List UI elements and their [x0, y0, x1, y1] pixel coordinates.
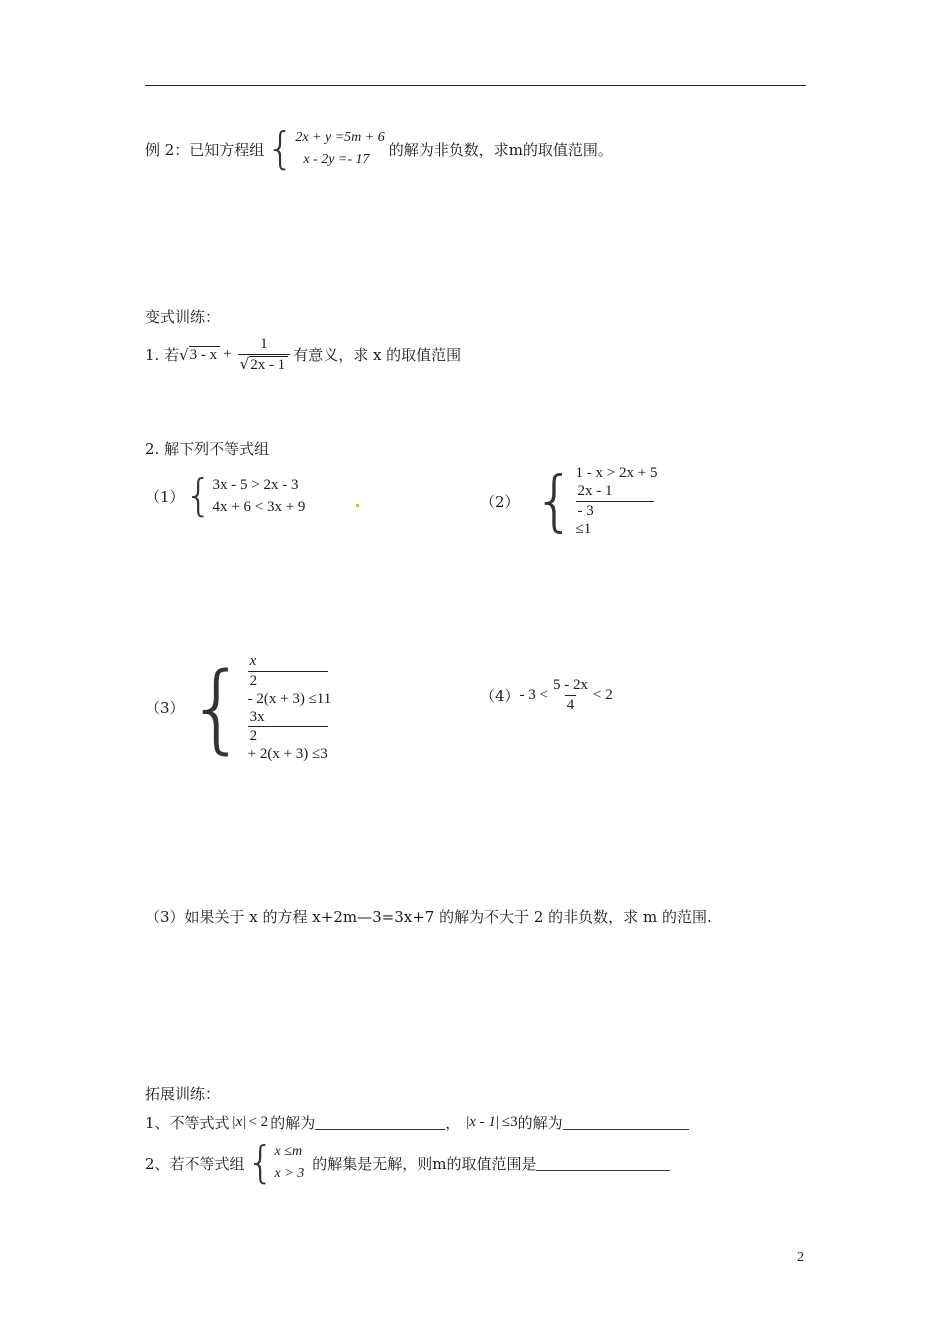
example-2-suffix: 的解为非负数，求m的取值范围。 [388, 140, 613, 159]
problem-1-label: （1） [145, 487, 185, 506]
abs-value-2: x - 1 [469, 1114, 496, 1130]
inequality-1: 3x - 5 > 2x - 3 [212, 477, 299, 493]
q2-heading: 2. 解下列不等式组 [145, 440, 270, 458]
relation-1: < 2 [248, 1114, 269, 1130]
answer-blank-2[interactable] [563, 1115, 689, 1130]
fraction [551, 676, 590, 715]
variant-q3: （3）如果关于 x 的方程 x+2m—3=3x+7 的解为不大于 2 的非负数，求 m 的范围. [145, 908, 712, 926]
example-2-prefix: 例 2：已知方程组 [145, 140, 265, 159]
fraction-numerator: 2x - 1 [577, 483, 613, 499]
header-rule [145, 85, 806, 86]
inequality-system [213, 474, 306, 518]
answer-blank-3[interactable] [536, 1156, 670, 1171]
variant-q1 [145, 335, 461, 375]
ext-q1-mid: 的解为 [270, 1114, 316, 1132]
ext-q1-comma: ， [445, 1114, 461, 1132]
fraction [248, 708, 329, 747]
extension-q2 [145, 1137, 670, 1188]
inequality-2: 4x + 6 < 3x + 9 [212, 499, 306, 515]
system-brace-icon: { [186, 651, 248, 764]
q1-suffix: 有意义，求 x 的取值范围 [293, 346, 462, 365]
q1-prefix: 1. 若 [145, 346, 180, 365]
abs-value-1: x [235, 1114, 243, 1130]
relation: ≤1 [575, 520, 592, 537]
problem-4-label: （4） [480, 686, 520, 705]
inequality-1: x ≤m [274, 1144, 303, 1159]
system-brace-icon: { [246, 1137, 275, 1188]
example-2 [145, 123, 613, 174]
problem-3 [145, 652, 331, 763]
fraction-numerator: 1 [260, 336, 268, 352]
stray-dot [356, 504, 359, 507]
inequality-1: 1 - x > 2x + 5 [575, 465, 658, 481]
ext-q1-prefix: 1、不等式式 [145, 1114, 230, 1132]
extension-q1: 1、不等式式 |x| < 2 的解为 ， |x - 1| ≤3 的解为 [145, 1112, 689, 1133]
plus-sign: + [223, 346, 232, 363]
fraction-denominator: 2 [248, 726, 329, 746]
fraction-denominator: - 3 [576, 501, 655, 521]
system-brace-icon: { [184, 470, 213, 521]
inequality-system [576, 465, 658, 538]
ext-q2-suffix: 的解集是无解，则m的取值范围是 [312, 1154, 537, 1173]
inequality-system [275, 1141, 305, 1185]
variant-heading: 变式训练： [145, 308, 221, 326]
inequality-2: x > 3 [274, 1166, 305, 1181]
relation-2: ≤3 [501, 1114, 518, 1130]
system-brace-icon: { [533, 462, 576, 540]
inequality-system [248, 652, 332, 763]
right-bound: < 2 [593, 686, 613, 703]
fraction-numerator: x [249, 653, 257, 669]
fraction [238, 335, 291, 375]
ext-q1-suffix: 的解为 [517, 1114, 563, 1132]
radicand-2: 2x - 1 [249, 356, 288, 374]
radicand-1: 3 - x [189, 346, 221, 364]
problem-2-label: （2） [480, 492, 520, 511]
inequality-rest: - 2(x + 3) ≤11 [247, 690, 332, 707]
problem-2 [480, 462, 658, 540]
fraction [248, 652, 329, 691]
fraction [576, 482, 655, 521]
fraction-denominator: 4 [566, 696, 575, 713]
problem-3-label: （3） [145, 699, 185, 717]
fraction-denominator: 2 [248, 671, 329, 691]
equation-system [295, 127, 384, 171]
equation-2: x - 2y =- 17 [303, 152, 370, 167]
system-brace-icon: { [266, 123, 295, 174]
fraction-numerator: 3x [249, 708, 265, 725]
equation-1: 2x + y =5m + 6 [295, 130, 385, 145]
answer-blank-1[interactable] [315, 1115, 445, 1130]
ext-q2-prefix: 2、若不等式组 [145, 1154, 245, 1173]
fraction-numerator: 5 - 2x [553, 677, 589, 693]
page-number: 2 [797, 1250, 804, 1265]
left-bound: - 3 < [519, 686, 549, 703]
problem-1 [145, 470, 306, 521]
radical-icon: √ [239, 354, 250, 373]
inequality-rest: + 2(x + 3) ≤3 [247, 746, 328, 762]
problem-4 [480, 676, 613, 715]
radical-icon: √ [179, 345, 189, 364]
extension-heading: 拓展训练： [145, 1085, 221, 1103]
